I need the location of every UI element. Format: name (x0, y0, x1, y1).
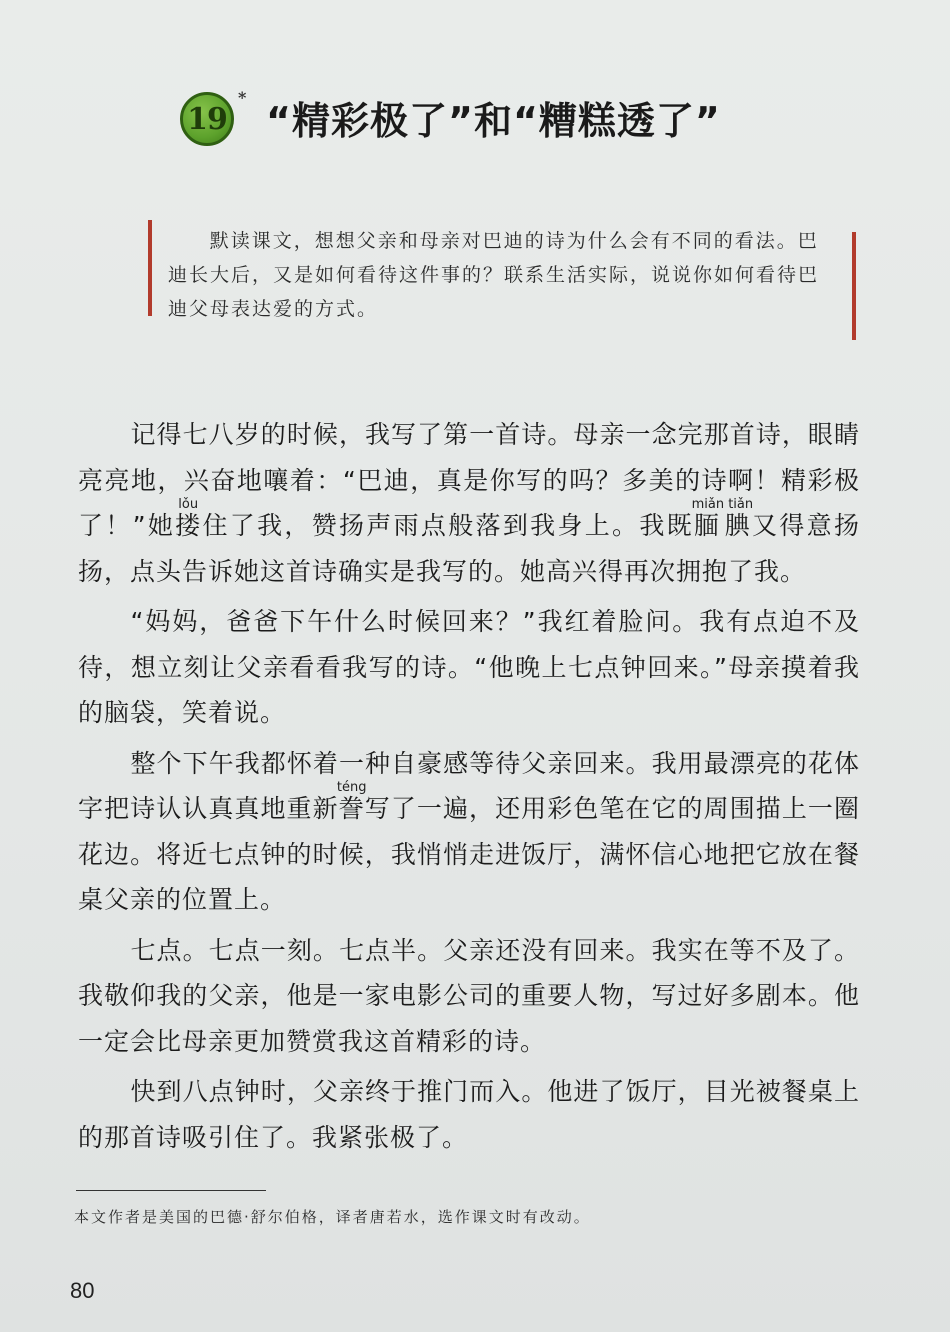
p3-text-b: 写了一遍，还用彩色笔在它的周围描上一圈花边。将近七点钟的时候，我悄悄走进饭厅，满怀信心地把它放在餐桌父亲的位置上。 (78, 794, 860, 914)
ruby-base-lou: 搂 (175, 511, 203, 540)
article-body (78, 412, 860, 1165)
footnote-divider (76, 1190, 266, 1191)
lesson-header (180, 88, 820, 158)
lesson-title: “精彩极了”和“糟糕透了” (266, 99, 721, 143)
lesson-number-badge (180, 92, 234, 146)
p1-text-a: 记得七八岁的时候，我写了第一首诗。母亲一念完那首诗，眼睛亮亮地，兴奋地嚷着：“巴迪，真是你写的吗？多美的诗啊！精彩极了！”她 (78, 420, 860, 540)
reading-prompt-box (148, 218, 856, 324)
page-number: 80 (70, 1278, 95, 1303)
ruby-base-teng: 誊 (336, 794, 367, 823)
prompt-right-bar (852, 232, 856, 340)
paragraph-4: 七点。七点一刻。七点半。父亲还没有回来。我实在等不及了。我敬仰我的父亲，他是一家电影公司的重要人物，写过好多剧本。他一定会比母亲更加赞赏我这首精彩的诗。 (78, 935, 860, 1056)
prompt-text: 默读课文，想想父亲和母亲对巴迪的诗为什么会有不同的看法。巴迪长大后，又是如何看待这件事的？联系生活实际，说说你如何看待巴迪父母表达爱的方式。 (168, 230, 820, 320)
p3-text-a: 整个下午我都怀着一种自豪感等待父亲回来。我用最漂亮的花体字把诗认认真真地重新 (78, 748, 860, 823)
self-study-star: * (238, 88, 247, 107)
paragraph-5: 快到八点钟时，父亲终于推门而入。他进了饭厅，目光被餐桌上的那首诗吸引住了。我紧张极了。 (78, 1077, 860, 1152)
paragraph-3 (78, 741, 860, 923)
pinyin-annotation-miantian (691, 497, 754, 540)
footnote: 本文作者是美国的巴德·舒尔伯格，译者唐若水，选作课文时有改动。 (74, 1208, 591, 1226)
lesson-number: 19 (187, 101, 227, 137)
p1-text-c: 又得意扬扬，点头告诉她这首诗确实是我写的。她高兴得再次拥抱了我。 (78, 511, 860, 586)
ruby-base-miantian: 腼腆 (691, 511, 754, 540)
paragraph-1 (78, 412, 860, 594)
ruby-pinyin-miantian: miǎn tiǎn (691, 497, 754, 512)
prompt-left-bar (148, 220, 152, 316)
paragraph-2: “妈妈，爸爸下午什么时候回来？”我红着脸问。我有点迫不及待，想立刻让父亲看看我写的诗。“他晚上七点钟回来。”母亲摸着我的脑袋，笑着说。 (78, 607, 860, 727)
pinyin-annotation-teng (336, 780, 367, 823)
ruby-pinyin-lou: lǒu (175, 497, 202, 512)
pinyin-annotation-lou (175, 497, 203, 540)
ruby-pinyin-teng: téng (336, 780, 367, 795)
p1-text-b: 住了我，赞扬声雨点般落到我身上。我既 (202, 511, 694, 540)
